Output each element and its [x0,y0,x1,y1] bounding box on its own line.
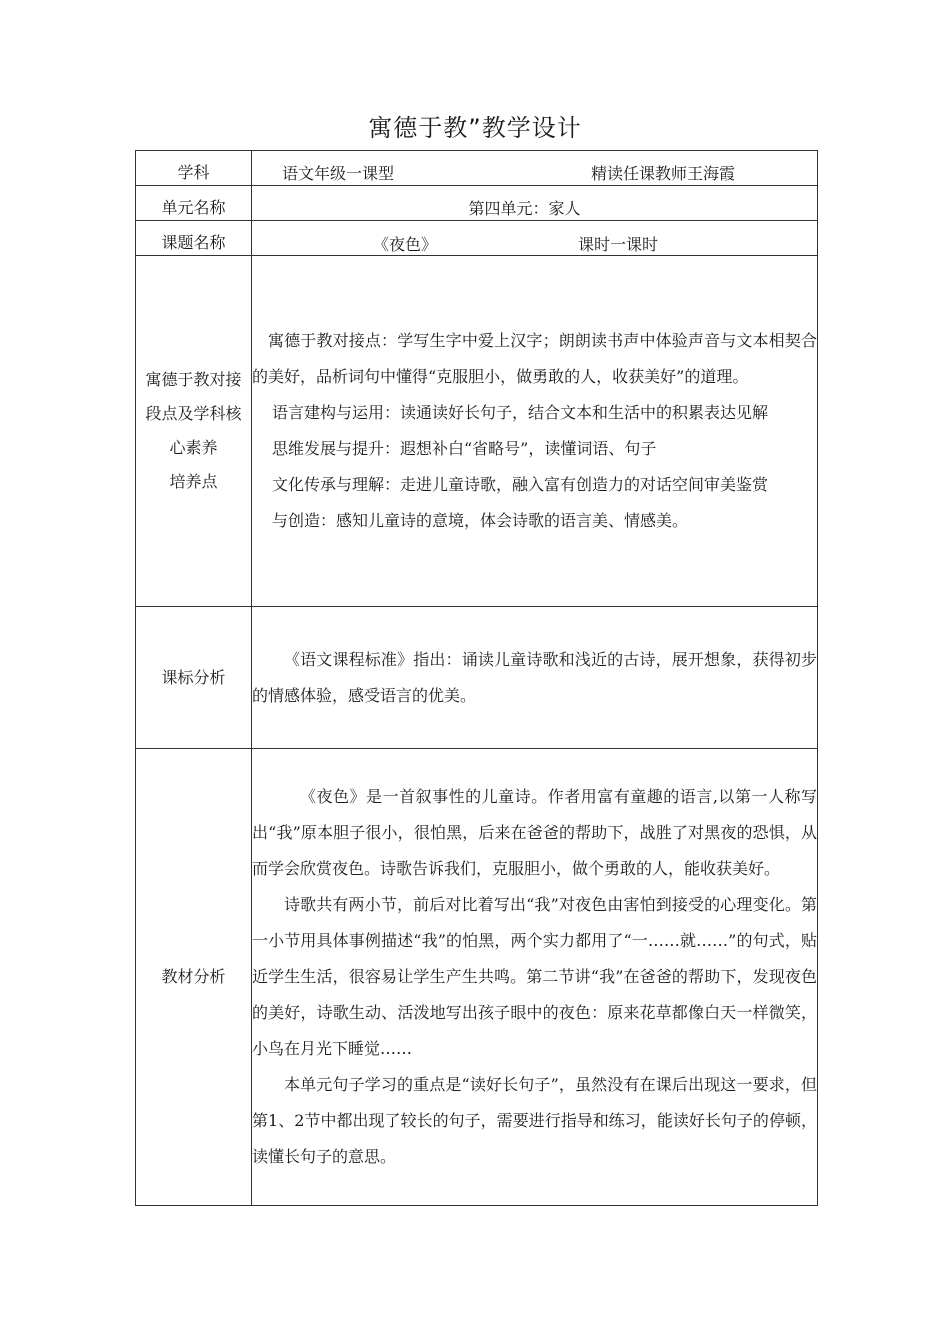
standard-label-cell [136,607,252,749]
topic-label: 课题名称 [161,233,226,252]
topic-label-cell [136,221,252,256]
unit-value-cell [252,186,818,221]
core-paragraph: 寓德于教对接点：学写生字中爱上汉字；朗朗读书声中体验声音与文本相契合的美好，品析词句中懂得“克服胆小，做勇敢的人，收获美好”的道理。 [252,331,817,386]
page-title: 寓德于教”教学设计 [368,114,582,142]
core-line: 文化传承与理解：走进儿童诗歌，融入富有创造力的对话空间审美鉴赏 [272,475,769,494]
subject-row [136,151,818,186]
core-literacy-label-cell [136,256,252,607]
topic-row [136,221,818,256]
textbook-paragraph: 诗歌共有两小节，前后对比着写出“我”对夜色由害怕到接受的心理变化。第一小节用具体事例描述“我”的怕黑，两个实力都用了“一……就……”的句式，贴近学生生活，很容易让学生产生共鸣。第二节讲“我”在爸爸的帮助下，发现夜色的美好，诗歌生动、活泼地写出孩子眼中的夜色：原来花草都像白天一样微笑，小鸟在月光下睡觉…… [252,895,817,1058]
teacher-text: 精读任课教师王海霞 [591,164,736,183]
lesson-title: 《夜色》 [373,235,438,254]
topic-value-cell [252,221,818,256]
core-label-line: 寓德于教对接 [145,370,242,389]
unit-label-cell [136,186,252,221]
unit-row [136,186,818,221]
core-line: 与创造：感知儿童诗的意境，体会诗歌的语言美、情感美。 [272,511,689,530]
core-line: 语言建构与运用：读通读好长句子，结合文本和生活中的积累表达见解 [272,403,769,422]
grade-type-text: 语文年级一课型 [282,164,395,183]
textbook-label: 教材分析 [161,967,226,986]
textbook-content [252,749,818,1206]
core-literacy-row [136,256,818,607]
core-label-line: 心素养 [169,438,218,457]
subject-value-cell [252,151,818,186]
curriculum-standard-row [136,607,818,749]
standard-paragraph: 《语文课程标准》指出：诵读儿童诗歌和浅近的古诗，展开想象，获得初步的情感体验，感受语言的优美。 [252,649,817,705]
unit-label: 单元名称 [161,198,226,217]
textbook-paragraph: 本单元句子学习的重点是“读好长句子”，虽然没有在课后出现这一要求，但第1、2节中都出现了较长的句子，需要进行指导和练习，能读好长句子的停顿，读懂长句子的意思。 [252,1075,817,1166]
standard-label: 课标分析 [161,667,226,687]
lesson-plan-table [135,150,818,1206]
core-label-line: 段点及学科核 [145,404,242,423]
core-label-line: 培养点 [169,472,218,491]
textbook-analysis-row [136,749,818,1206]
subject-label-cell [136,151,252,186]
lesson-period: 课时一课时 [578,235,659,254]
textbook-label-cell [136,749,252,1206]
core-line: 思维发展与提升：遐想补白“省略号”，读懂词语、句子 [272,439,657,458]
core-literacy-content [252,256,818,607]
subject-label: 学科 [177,163,210,182]
unit-value: 第四单元：家人 [468,199,581,218]
standard-content [252,607,818,749]
textbook-paragraph: 《夜色》是一首叙事性的儿童诗。作者用富有童趣的语言,以第一人称写出“我”原本胆子很小，很怕黑，后来在爸爸的帮助下，战胜了对黑夜的恐惧，从而学会欣赏夜色。诗歌告诉我们，克服胆小，做个勇敢的人，能收获美好。 [252,787,817,878]
